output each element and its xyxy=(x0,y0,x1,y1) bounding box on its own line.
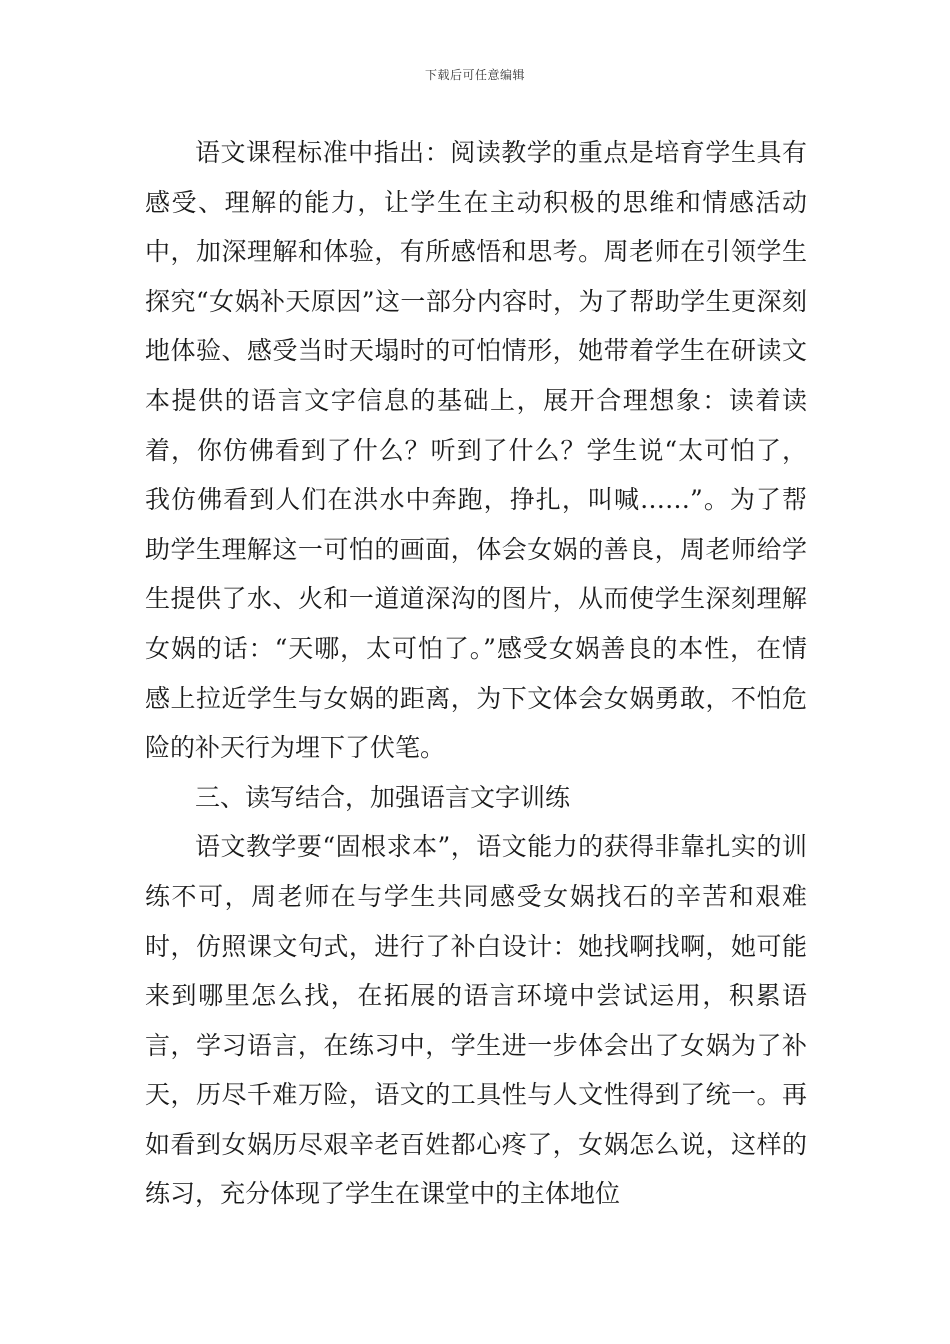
document-body xyxy=(145,128,807,1219)
paragraph-reading-teaching: 语文课程标准中指出：阅读教学的重点是培育学生具有感受、理解的能力，让学生在主动积极的思维和情感活动中，加深理解和体验，有所感悟和思考。周老师在引领学生探究“女娲补天原因”这一部分内容时，为了帮助学生更深刻地体验、感受当时天塌时的可怕情形，她带着学生在研读文本提供的语言文字信息的基础上，展开合理想象：读着读着，你仿佛看到了什么？听到了什么？学生说“太可怕了，我仿佛看到人们在洪水中奔跑，挣扎，叫喊……”。为了帮助学生理解这一可怕的画面，体会女娲的善良，周老师给学生提供了水、火和一道道深沟的图片，从而使学生深刻理解女娲的话：“天哪，太可怕了。”感受女娲善良的本性，在情感上拉近学生与女娲的距离，为下文体会女娲勇敢，不怕危险的补天行为埋下了伏笔。 xyxy=(145,138,807,763)
page-header: 下载后可任意编辑 xyxy=(424,68,525,82)
section-heading-reading-writing: 三、读写结合，加强语言文字训练 xyxy=(195,782,571,812)
paragraph-language-training: 语文教学要“固根求本”，语文能力的获得非靠扎实的训练不可，周老师在与学生共同感受女娲找石的辛苦和艰难时，仿照课文句式，进行了补白设计：她找啊找啊，她可能来到哪里怎么找，在拓展的语言环境中尝试运用，积累语言，学习语言，在练习中，学生进一步体会出了女娲为了补天，历尽千难万险，语文的工具性与人文性得到了统一。再如看到女娲历尽艰辛老百姓都心疼了，女娲怎么说，这样的练习，充分体现了学生在课堂中的主体地位 xyxy=(145,832,807,1209)
